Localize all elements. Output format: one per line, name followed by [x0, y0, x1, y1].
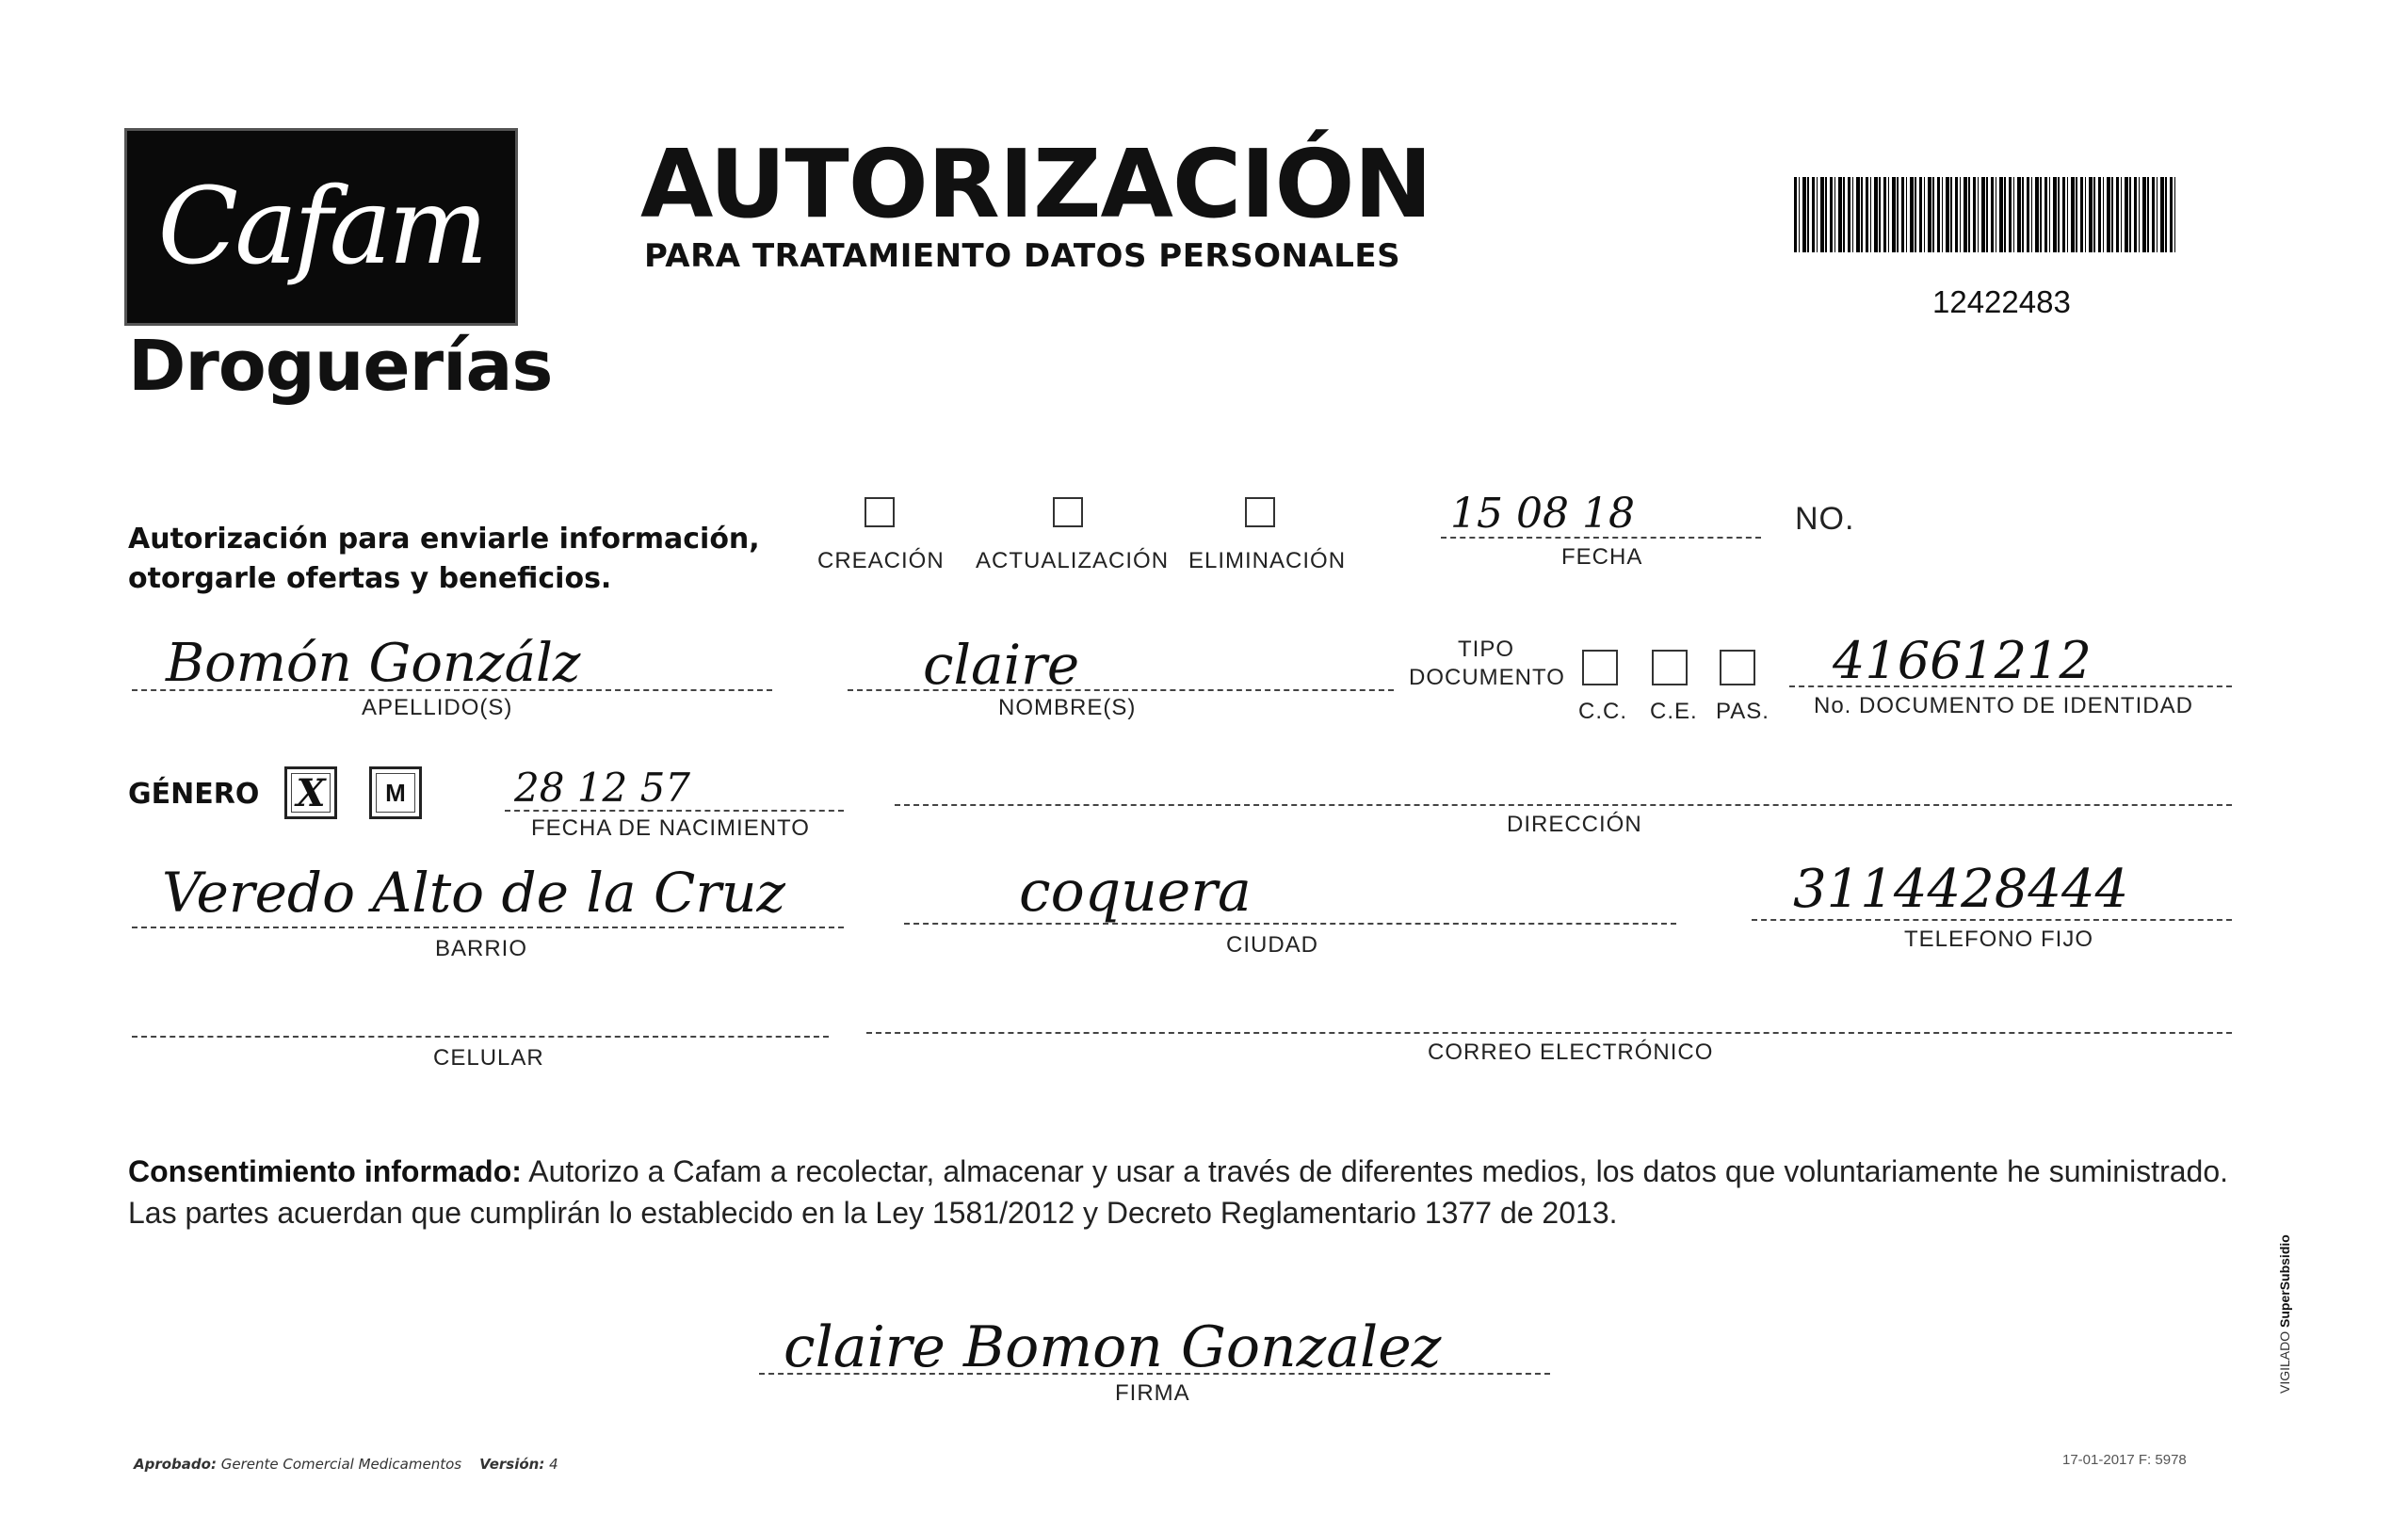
documento-label: No. DOCUMENTO DE IDENTIDAD — [1814, 693, 2193, 718]
form-title: AUTORIZACIÓN — [640, 129, 1432, 239]
ce-checkbox[interactable] — [1652, 650, 1688, 685]
nacimiento-value[interactable]: 28 12 57 — [514, 765, 691, 811]
celular-label: CELULAR — [433, 1045, 544, 1071]
pas-label: PAS. — [1716, 699, 1770, 724]
pas-checkbox[interactable] — [1720, 650, 1755, 685]
fecha-value[interactable]: 15 08 18 — [1450, 490, 1635, 538]
aprobado-label: Aprobado: — [134, 1456, 217, 1473]
genero-m-checkbox[interactable] — [369, 766, 422, 819]
form-subtitle: PARA TRATAMIENTO DATOS PERSONALES — [644, 237, 1401, 275]
tipo-documento-label-2: DOCUMENTO — [1409, 665, 1565, 690]
barrio-line — [132, 927, 844, 928]
intro-line-1: Autorización para enviarle información, — [128, 523, 760, 556]
vigilado-label: VIGILADO — [2277, 1330, 2292, 1394]
telefono-value[interactable]: 3114428444 — [1793, 859, 2129, 920]
documento-line — [1789, 685, 2232, 687]
apellidos-value[interactable]: Bomón Gonzálz — [166, 633, 581, 694]
logo-text: Cafam — [157, 166, 485, 288]
supersubsidio-label: SuperSubsidio — [2277, 1234, 2292, 1328]
actualizacion-label: ACTUALIZACIÓN — [976, 548, 1170, 573]
consent-text: Autorizo a Cafam a recolectar, almacenar y usar a través de diferentes medios, los datos que voluntariamente he suministrado. Las partes acuerdan que cumplirán lo establecido en la Ley 1581/2012 y Decreto Reglamentario 1377 de 2013. — [128, 1154, 2229, 1230]
tipo-documento-label-1: TIPO — [1458, 637, 1515, 662]
nacimiento-label: FECHA DE NACIMIENTO — [531, 815, 810, 841]
correo-label: CORREO ELECTRÓNICO — [1428, 1040, 1714, 1065]
consent-paragraph — [128, 1151, 2228, 1233]
nacimiento-line — [505, 810, 844, 812]
documento-value[interactable]: 41661212 — [1833, 631, 2092, 690]
intro-text — [128, 520, 760, 599]
eliminacion-label: ELIMINACIÓN — [1188, 548, 1347, 573]
genero-label: GÉNERO — [128, 778, 260, 811]
cafam-logo — [124, 128, 518, 326]
barrio-label: BARRIO — [435, 936, 528, 961]
genero-m-label: M — [385, 778, 406, 807]
nombres-value[interactable]: claire — [923, 633, 1080, 697]
genero-f-checkbox[interactable] — [284, 766, 337, 819]
subbrand-title: Droguerías — [128, 326, 553, 407]
eliminacion-checkbox[interactable] — [1245, 497, 1275, 527]
actualizacion-checkbox[interactable] — [1053, 497, 1083, 527]
celular-line[interactable] — [132, 1036, 829, 1038]
direccion-line[interactable] — [895, 804, 2232, 806]
firma-line — [759, 1373, 1550, 1375]
apellidos-label: APELLIDO(S) — [362, 695, 513, 720]
fecha-line — [1441, 537, 1761, 539]
consent-label: Consentimiento informado: — [128, 1154, 522, 1188]
ciudad-value[interactable]: coquera — [1019, 859, 1252, 925]
version-value: 4 — [549, 1456, 558, 1473]
intro-line-2: otorgarle ofertas y beneficios. — [128, 562, 612, 595]
genero-f-mark: X — [296, 770, 326, 815]
firma-value[interactable]: claire Bomon Gonzalez — [784, 1314, 1442, 1380]
barrio-value[interactable]: Veredo Alto de la Cruz — [162, 861, 785, 925]
footer-date-code: 17-01-2017 F: 5978 — [2062, 1452, 2187, 1468]
cc-checkbox[interactable] — [1582, 650, 1618, 685]
firma-label: FIRMA — [1115, 1380, 1190, 1406]
footer-approval — [134, 1456, 558, 1473]
cc-label: C.C. — [1578, 699, 1627, 724]
telefono-line — [1752, 919, 2232, 921]
ciudad-line — [904, 923, 1676, 925]
creacion-checkbox[interactable] — [865, 497, 895, 527]
direccion-label: DIRECCIÓN — [1507, 812, 1642, 837]
ce-label: C.E. — [1650, 699, 1698, 724]
aprobado-value: Gerente Comercial Medicamentos — [220, 1456, 462, 1473]
no-label: NO. — [1795, 501, 1855, 537]
creacion-label: CREACIÓN — [817, 548, 945, 573]
apellidos-line — [132, 689, 772, 691]
telefono-label: TELEFONO FIJO — [1904, 927, 2094, 952]
version-label: Versión: — [479, 1456, 545, 1473]
ciudad-label: CIUDAD — [1226, 932, 1319, 958]
fecha-label: FECHA — [1561, 544, 1643, 570]
nombres-label: NOMBRE(S) — [998, 695, 1137, 720]
barcode-number: 12422483 — [1932, 284, 2071, 319]
supersubsidio-mark — [2277, 1234, 2292, 1394]
nombres-line — [848, 689, 1394, 691]
barcode — [1794, 177, 2178, 252]
correo-line[interactable] — [866, 1032, 2232, 1034]
